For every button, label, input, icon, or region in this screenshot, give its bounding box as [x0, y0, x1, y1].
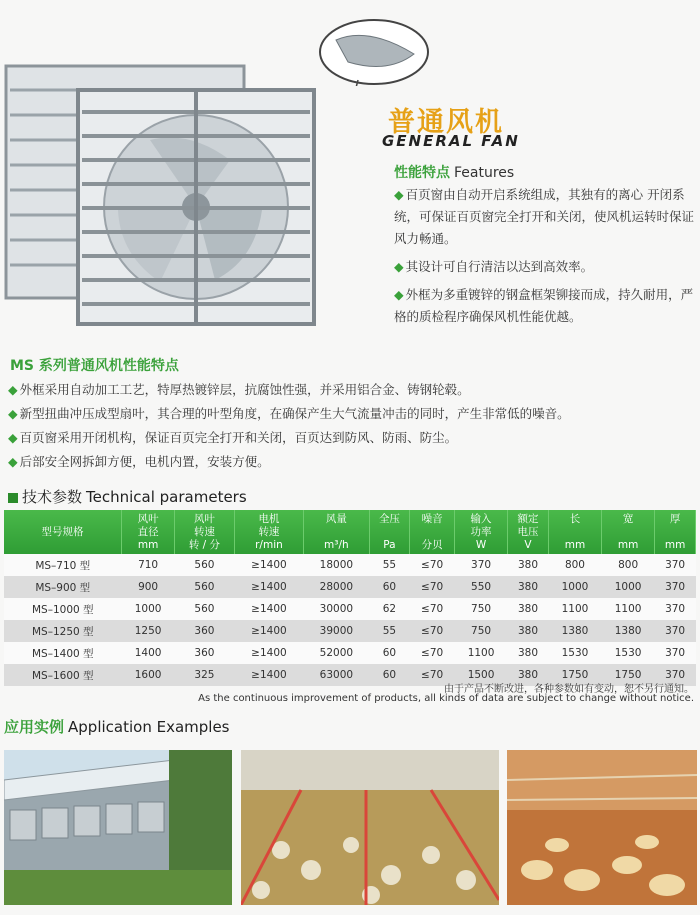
- bullet-diamond-icon: ◆: [8, 430, 18, 445]
- spec-cell: 560: [175, 554, 235, 576]
- feature-item: ◆ 其设计可自行清洁以达到高效率。: [394, 259, 594, 274]
- spec-cell: ≥1400: [234, 620, 303, 642]
- spec-cell: ≥1400: [234, 642, 303, 664]
- model-cell: MS–1250 型: [4, 620, 122, 642]
- spec-cell: 39000: [304, 620, 369, 642]
- spec-cell: 1100: [548, 598, 601, 620]
- spec-column-header: 宽 mm: [602, 510, 655, 554]
- square-bullet-icon: [8, 493, 18, 503]
- tech-params-heading: [8, 486, 247, 507]
- spec-cell: 380: [508, 554, 549, 576]
- spec-cell: 560: [175, 598, 235, 620]
- table-row: [4, 598, 696, 620]
- spec-cell: 1380: [602, 620, 655, 642]
- spec-cell: 750: [454, 598, 507, 620]
- spec-cell: 1750: [602, 664, 655, 686]
- note-cn: 由于产品不断改进，各种参数如有变动，恕不另行通知。: [444, 684, 694, 695]
- spec-cell: 28000: [304, 576, 369, 598]
- spec-cell: 1380: [548, 620, 601, 642]
- spec-cell: 1400: [122, 642, 175, 664]
- table-row: [4, 554, 696, 576]
- bullet-diamond-icon: ◆: [394, 259, 404, 274]
- table-row: [4, 576, 696, 598]
- spec-cell: 370: [655, 598, 696, 620]
- spec-cell: 1500: [454, 664, 507, 686]
- model-cell: MS–1000 型: [4, 598, 122, 620]
- spec-cell: 380: [508, 642, 549, 664]
- spec-column-header: 电机 转速 r/min: [234, 510, 303, 554]
- spec-table: [4, 510, 696, 686]
- spec-cell: 1600: [122, 664, 175, 686]
- spec-cell: 550: [454, 576, 507, 598]
- spec-cell: 18000: [304, 554, 369, 576]
- fan-blade-image: [318, 18, 430, 86]
- spec-cell: 800: [548, 554, 601, 576]
- spec-cell: 370: [454, 554, 507, 576]
- bullet-diamond-icon: ◆: [394, 287, 404, 302]
- spec-cell: 380: [508, 664, 549, 686]
- ms-item: ◆ 外框采用自动加工工艺，特厚热镀锌层，抗腐蚀性强，并采用铝合金、铸钢轮毂。: [8, 382, 470, 397]
- tech-heading-cn: 技术参数: [22, 488, 83, 506]
- greenhouse-photo: [4, 750, 232, 905]
- spec-cell: 380: [508, 598, 549, 620]
- spec-cell: 60: [369, 576, 410, 598]
- spec-cell: 325: [175, 664, 235, 686]
- applications-heading-cn: 应用实例: [4, 718, 65, 736]
- spec-table-header: [4, 510, 696, 554]
- ms-item: ◆ 新型扭曲冲压成型扇叶，其合理的叶型角度，在确保产生大气流量冲击的同时，产生非常低的噪音。: [8, 406, 570, 421]
- features-list: [394, 184, 696, 334]
- spec-column-header: 输入 功率 W: [454, 510, 507, 554]
- spec-cell: 62: [369, 598, 410, 620]
- model-cell: MS–710 型: [4, 554, 122, 576]
- spec-cell: 560: [175, 576, 235, 598]
- spec-cell: ≤70: [410, 664, 455, 686]
- spec-cell: 360: [175, 642, 235, 664]
- bullet-diamond-icon: ◆: [394, 187, 404, 202]
- spec-column-header: 风量 m³/h: [304, 510, 369, 554]
- spec-cell: ≥1400: [234, 664, 303, 686]
- bullet-diamond-icon: ◆: [8, 454, 18, 469]
- spec-cell: 60: [369, 664, 410, 686]
- spec-cell: 1250: [122, 620, 175, 642]
- spec-cell: ≤70: [410, 642, 455, 664]
- spec-column-header: 长 mm: [548, 510, 601, 554]
- note-en: As the continuous improvement of products, all kinds of data are subject to change without notice.: [198, 693, 694, 704]
- spec-column-header: 全压 Pa: [369, 510, 410, 554]
- feature-item: ◆ 外框为多重镀锌的钢盒框架铆接而成，持久耐用，严格的质检程序确保风机性能优越。: [394, 287, 694, 324]
- spec-cell: 55: [369, 620, 410, 642]
- spec-cell: 1530: [602, 642, 655, 664]
- spec-cell: ≤70: [410, 598, 455, 620]
- spec-cell: 370: [655, 576, 696, 598]
- applications-heading-en: Application Examples: [68, 718, 230, 736]
- spec-cell: 63000: [304, 664, 369, 686]
- spec-cell: ≤70: [410, 554, 455, 576]
- model-cell: MS–1600 型: [4, 664, 122, 686]
- bullet-diamond-icon: ◆: [8, 382, 18, 397]
- feature-item: ◆ 百页窗由自动开启系统组成，其独有的离心 开闭系统，可保证百页窗完全打开和关闭，使风机运转时保证风力畅通。: [394, 187, 695, 246]
- poultry-house-photo: [241, 750, 499, 905]
- chicken-farm-photo: [507, 750, 697, 905]
- table-row: [4, 620, 696, 642]
- general-fan-product-image: [0, 60, 350, 340]
- spec-table-body: [4, 554, 696, 686]
- model-cell: MS–900 型: [4, 576, 122, 598]
- spec-column-header: 厚 mm: [655, 510, 696, 554]
- features-heading: [394, 162, 514, 182]
- spec-column-header: 风叶 直径 mm: [122, 510, 175, 554]
- spec-column-header: 型号规格: [4, 510, 122, 554]
- model-cell: MS–1400 型: [4, 642, 122, 664]
- spec-cell: 370: [655, 554, 696, 576]
- ms-item: ◆ 百页窗采用开闭机构，保证百页完全打开和关闭，百页达到防风、防雨、防尘。: [8, 430, 458, 445]
- ms-series-heading: MS 系列普通风机性能特点: [10, 358, 179, 374]
- spec-cell: 1000: [602, 576, 655, 598]
- spec-cell: 750: [454, 620, 507, 642]
- spec-cell: 1000: [122, 598, 175, 620]
- spec-cell: 900: [122, 576, 175, 598]
- spec-cell: 1000: [548, 576, 601, 598]
- applications-heading: [4, 716, 230, 737]
- ms-item: ◆ 后部安全网拆卸方便，电机内置，安装方便。: [8, 454, 270, 469]
- spec-column-header: 噪音 分贝: [410, 510, 455, 554]
- spec-cell: 1750: [548, 664, 601, 686]
- page-title-en: GENERAL FAN: [382, 132, 520, 150]
- bullet-diamond-icon: ◆: [8, 406, 18, 421]
- spec-cell: 55: [369, 554, 410, 576]
- spec-cell: ≤70: [410, 620, 455, 642]
- spec-cell: 30000: [304, 598, 369, 620]
- spec-cell: 1100: [602, 598, 655, 620]
- spec-cell: ≥1400: [234, 598, 303, 620]
- tech-heading-en: Technical parameters: [86, 488, 247, 506]
- table-row: [4, 642, 696, 664]
- spec-cell: 380: [508, 576, 549, 598]
- spec-cell: 370: [655, 620, 696, 642]
- ms-series-list: [8, 378, 698, 474]
- spec-cell: 60: [369, 642, 410, 664]
- spec-cell: 360: [175, 620, 235, 642]
- spec-cell: 1100: [454, 642, 507, 664]
- features-heading-en: Features: [454, 165, 515, 181]
- spec-column-header: 风叶 转速 转 / 分: [175, 510, 235, 554]
- spec-cell: ≥1400: [234, 554, 303, 576]
- spec-cell: 800: [602, 554, 655, 576]
- spec-cell: 370: [655, 664, 696, 686]
- spec-cell: 710: [122, 554, 175, 576]
- spec-cell: 370: [655, 642, 696, 664]
- spec-cell: ≥1400: [234, 576, 303, 598]
- spec-cell: 380: [508, 620, 549, 642]
- page-title-cn: 普通风机: [388, 107, 504, 138]
- spec-cell: ≤70: [410, 576, 455, 598]
- features-heading-cn: 性能特点: [394, 165, 450, 181]
- spec-column-header: 额定 电压 V: [508, 510, 549, 554]
- spec-cell: 1530: [548, 642, 601, 664]
- spec-cell: 52000: [304, 642, 369, 664]
